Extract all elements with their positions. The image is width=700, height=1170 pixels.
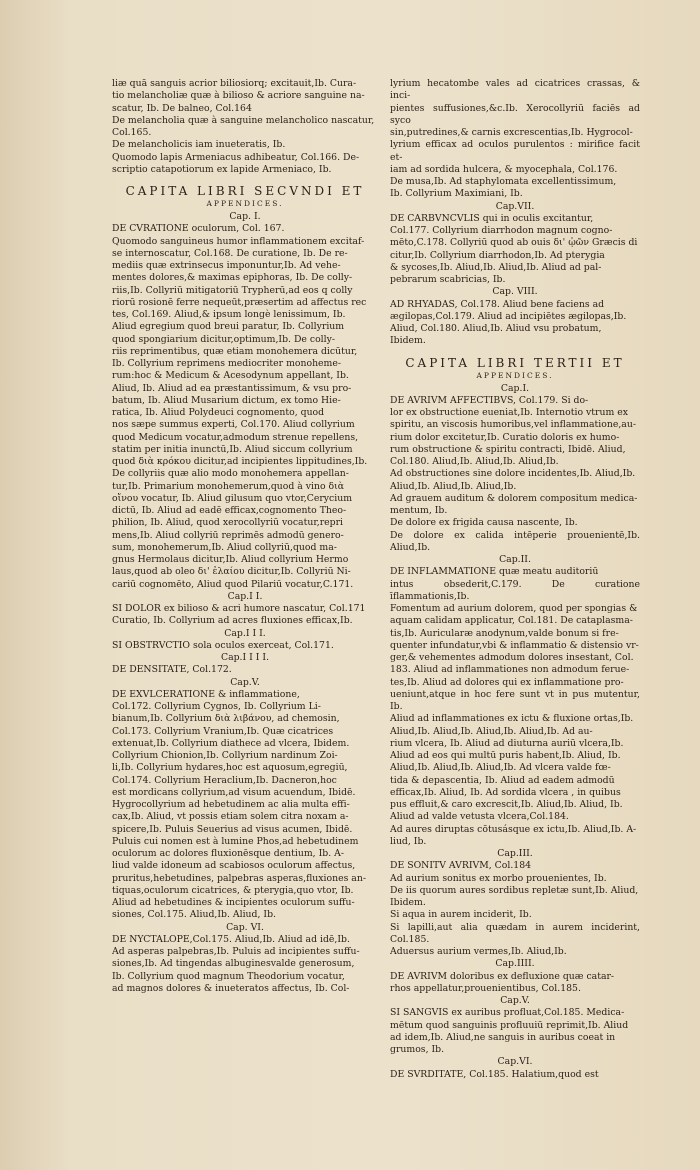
index-entry-line: Col.165. [112, 127, 152, 138]
index-entry-line: pientes suffusiones,&c.Ib. Xerocollyriū faciēs ad syco [390, 102, 640, 126]
index-entry-line: Curatio, Ib. Collyrium ad acres fluxiones efficax,Ib. [112, 615, 353, 627]
index-entry-line: siones, Col.175. Aliud,Ib. Aliud, Ib. [112, 909, 276, 921]
index-entry-line: ægilopas,Col.179. Aliud ad incipiētes ægilopas,Ib. [390, 310, 627, 322]
index-entry-line: Aliud, Col.180. Aliud,Ib. Aliud vsu probatum, [390, 323, 602, 334]
index-entry-line: batum, Ib. Aliud Musarium dictum, ex tomo Hie- [112, 394, 341, 406]
index-entry-line: Aliud ad eos qui multū puris habent,Ib. Aliud, Ib. [390, 750, 621, 761]
index-entry-line: Col.173. Collyrium Vranium,Ib. Quæ cicatrices [112, 725, 334, 737]
index-entry-line: pebrarum scabricias, Ib. [390, 274, 506, 285]
chapter-subheading: APPENDICES. [206, 199, 284, 208]
index-entry-line: statim per initia inunctū,Ib. Aliud siccum collyrium [112, 443, 353, 455]
index-entry-line: Aliud,Ib. Aliud,Ib. Aliud,Ib. Aliud,Ib. Ad au- [390, 725, 593, 737]
index-entry-line: Col.177. Collyrium diarrhodon magnum cogno- [390, 225, 613, 236]
chapter-number: Cap.I I I I. [220, 652, 270, 663]
index-entry-line: mens,Ib. Aliud collyriū reprimēs admodū genero- [112, 529, 344, 541]
index-entry-line: De iis quorum aures sordibus repletæ sunt,Ib. Aliud, [390, 884, 639, 896]
index-entry-line: DE EXVLCERATIONE & inflammatione, [112, 688, 300, 700]
chapter-number: Cap.IIII. [495, 958, 535, 970]
chapter-number: Cap.V. [230, 676, 260, 688]
index-entry-line: tes,Ib. Aliud ad dolores qui ex inflammatione pro- [390, 676, 624, 688]
chapter-number: Cap.VII. [495, 200, 535, 212]
index-entry-line: pruritus,hebetudines, palpebras asperas,fluxiones an- [112, 872, 366, 884]
index-entry-line: quod διὰ κρόκου dicitur,ad incipientes lippitudines,Ib. [112, 456, 368, 467]
index-entry-line: tur,Ib. Primarium monohemerum,quod à vino διὰ [112, 480, 345, 492]
index-entry-line: Ib. Collyrium quod magnum Theodorium vocatur, [112, 970, 345, 982]
index-entry-line: Quomodo sanguineus humor inflammationem excitaf- [112, 235, 365, 247]
index-entry-line: riis,Ib. Collyriū mitigatoriū Trypherū,ad eos q colly [112, 284, 353, 296]
index-entry-line: Puluis cui nomen est à lumine Phos,ad hebetudinem [112, 835, 359, 847]
index-entry-line: tida & depascentia, Ib. Aliud ad eadem admodū [390, 774, 615, 786]
index-entry-line: DE AVRIVM AFFECTIBVS, Col.179. Si do- [390, 394, 589, 406]
index-entry-line: οἴνου vocatur, Ib. Aliud gilusum quo vtor,Cerycium [112, 492, 353, 504]
index-entry-line: spiritu, an viscosis humoribus,vel inflammatione,au- [390, 419, 636, 431]
index-entry-line: Collyrium Chionion,Ib. Collyrium nardinum Zoi- [112, 750, 338, 761]
index-entry-line: Col.172. Collyrium Cygnos, Ib. Collyrium Li- [112, 701, 321, 712]
index-entry-line: Ibidem. [390, 335, 426, 347]
index-entry-line: quod Medicum vocatur,admodum strenue repellens, [112, 431, 359, 443]
index-entry-line: SI DOLOR ex bilioso & acri humore nascatur, Col.171 [112, 603, 366, 614]
index-entry-line: bianum,Ib. Collyrium διὰ λιβάνου, ad chemosin, [112, 713, 340, 725]
index-entry-line: De dolore ex calida intēperie prouenientē,Ib. Aliud,Ib. [390, 529, 640, 553]
index-entry-line: Aliud, Ib. Aliud ad ea præstantissimum, & vsu pro- [112, 382, 352, 394]
index-entry-line: riis reprimentibus, quæ etiam monohemera dicūtur, [112, 345, 358, 357]
index-entry-line: liæ quā sanguis acrior biliosiorq; excitauit,Ib. Cura- [112, 78, 357, 89]
index-entry-line: DE DENSITATE, Col.172. [112, 664, 232, 676]
index-entry-line: extenuat,Ib. Collyrium diathece ad vlcera, Ibidem. [112, 737, 350, 749]
index-entry-line: Ib. Collyrium reprimens mediocriter monoheme- [112, 358, 342, 369]
index-entry-line: Quomodo lapis Armeniacus adhibeatur, Col.166. De- [112, 151, 360, 163]
index-entry-line: & sycoses,Ib. Aliud,Ib. Aliud,Ib. Aliud ad pal- [390, 261, 602, 273]
index-entry-line: ratica, Ib. Aliud Polydeuci cognomento, quod [112, 407, 325, 418]
chapter-number: Cap.V. [500, 995, 530, 1006]
index-entry-line: Aliud egregium quod breui paratur, Ib. Collyrium [112, 321, 345, 333]
index-entry-line: Ibidem. [390, 897, 426, 908]
index-entry-line: intus obsederit,C.179. De curatione īflammationis,Ib. [390, 578, 640, 602]
index-entry-line: oculorum ac dolores fluxionēsque dentium, Ib. A- [112, 848, 344, 859]
index-entry-line: rum:hoc & Medicum & Acesodynum appellant, Ib. [112, 370, 349, 382]
index-entry-line: Aliud,Ib. Aliud,Ib. Aliud,Ib. Ad vlcera valde fœ- [390, 762, 611, 774]
index-entry-line: ueniunt,atque in hoc fere sunt vt in pus mutentur, Ib. [390, 688, 640, 712]
index-entry-line: Col.180. Aliud,Ib. Aliud,Ib. Aliud,Ib. [390, 456, 559, 467]
index-entry-line: De dolore ex frigida causa nascente, Ib. [390, 517, 578, 529]
index-entry-line: li,Ib. Collyrium hydares,hoc est aquosum,egregiū, [112, 762, 348, 774]
index-entry-line: Ad aurium sonitus ex morbo prouenientes, Ib. [390, 872, 607, 884]
index-entry-line: laus,quod ab oleo δι' ἐλαίου dicitur,Ib. Collyriū Ni- [112, 566, 351, 578]
index-entry-line: philion, Ib. Aliud, quod xerocollyriū vocatur,repri [112, 517, 344, 529]
index-entry-line: scatur, Ib. De balneo, Col.164 [112, 102, 252, 114]
chapter-subheading: APPENDICES. [476, 370, 554, 380]
index-entry-line: DE SONITV AVRIVM, Col.184 [390, 860, 532, 872]
index-entry-line: mētum quod sanguinis profluuiū reprimit,Ib. Aliud [390, 1019, 629, 1031]
index-entry-line: Si lapilli,aut alia quædam in aurem inciderint, Col.185. [390, 921, 640, 945]
chapter-heading: CAPITA LIBRI TERTII ET [405, 355, 625, 370]
index-entry-line: grumos, Ib. [390, 1044, 445, 1055]
index-entry-line: Aliud ad valde vetusta vlcera,Col.184. [390, 811, 569, 823]
index-entry-line: efficax,Ib. Aliud, Ib. Ad sordida vlcera , in quibus [390, 786, 621, 798]
index-entry-line: citur,Ib. Collyrium diarrhodon,Ib. Ad pterygia [390, 249, 605, 261]
chapter-number: Cap.VI. [497, 1056, 533, 1068]
index-entry-line: Col.174. Collyrium Heraclium,Ib. Dacneron,hoc [112, 774, 337, 786]
index-entry-line: DE SVRDITATE, Col.185. Halatium,quod est [390, 1068, 599, 1080]
index-entry-line: SI SANGVIS ex auribus profluat,Col.185. Medica- [390, 1007, 625, 1019]
chapter-number: Cap. VI. [226, 921, 264, 933]
index-entry-line: Si aqua in aurem inciderit, Ib. [390, 909, 532, 921]
index-entry-line: rum obstructione & spiritu contracti, Ibidē. Aliud, [390, 443, 626, 455]
index-entry-line: De melancholia quæ à sanguine melancholico nascatur, [112, 114, 375, 126]
index-entry-line: Ad grauem auditum & dolorem compositum medica- [390, 492, 638, 504]
index-entry-line: lyrium efficax ad oculos purulentos : mirifice facit et- [390, 139, 640, 163]
index-entry-line: aquam calidam applicatur, Col.181. De cataplasma- [390, 615, 633, 627]
index-entry-line: mentes dolores,& maximas epiphoras, Ib. De colly- [112, 272, 353, 284]
index-entry-line: De musa,Ib. Ad staphylomata excellentissimum, [390, 176, 617, 187]
index-entry-line: est mordicans collyrium,ad visum acuendum, Ibidē. [112, 786, 356, 798]
index-entry-line: ger,& vehementes admodum dolores insestant, Col. [390, 652, 634, 663]
index-entry-line: iam ad sordida hulcera, & myocephala, Col.176. [390, 163, 618, 175]
right-column [390, 78, 640, 1081]
index-entry-line: scriptio catapotiorum ex lapide Armeniaco, Ib. [112, 163, 332, 175]
index-entry-line: gnus Hermolaus dicitur,Ib. Aliud collyrium Hermo [112, 554, 349, 565]
index-entry-line: quod spongiarium dicitur,optimum,Ib. De colly- [112, 333, 336, 345]
index-entry-line: Hygrocollyrium ad hebetudinem ac alia multa effi- [112, 799, 350, 810]
index-entry-line: cariū cognomēto, Aliud quod Pilariū vocatur,C.171. [112, 578, 354, 590]
left-column [112, 78, 378, 995]
index-entry-line: Aliud,Ib. Aliud,Ib. Aliud,Ib. [390, 480, 517, 492]
index-entry-line: pus effluit,& caro excrescit,Ib. Aliud,Ib. Aliud, Ib. [390, 799, 623, 810]
index-entry-line: tis,Ib. Auricularæ anodynum,valde bonum si fre- [390, 627, 619, 639]
index-entry-line: Aliud ad hebetudines & incipientes oculorum suffu- [112, 897, 355, 908]
chapter-number: Cap.I. [500, 382, 530, 394]
index-entry-line: De collyriis quæ alio modo monohemera appellan- [112, 468, 349, 480]
chapter-number: Cap.III. [497, 848, 533, 859]
index-entry-line: se internoscatur, Col.168. De curatione, Ib. De re- [112, 247, 348, 259]
index-entry-line: liud, Ib. [390, 835, 427, 847]
index-entry-line: Ad asperas palpebras,Ib. Puluis ad incipientes suffu- [112, 946, 360, 957]
index-entry-line: DE INFLAMMATIONE quæ meatu auditoriū [390, 566, 599, 578]
index-entry-line: Ad aures diruptas cōtusásque ex ictu,Ib. Aliud,Ib. A- [390, 823, 637, 835]
chapter-number: Cap.I I I. [224, 627, 266, 639]
chapter-number: Cap.II. [499, 554, 531, 565]
chapter-number: Cap. VIII. [492, 286, 538, 298]
index-entry-line: DE CARBVNCVLIS qui in oculis excitantur, [390, 212, 594, 224]
index-entry-line: Ad obstructiones sine dolore incidentes,Ib. Aliud,Ib. [390, 468, 636, 480]
index-entry-line: tio melancholiæ quæ à bilioso & acriore sanguine na- [112, 90, 365, 102]
index-entry-line: rhos appellatur,prouenientibus, Col.185. [390, 982, 581, 994]
chapter-number: Cap.I I. [227, 590, 263, 602]
index-entry-line: SI OBSTRVCTIO sola oculos exerceat, Col.171. [112, 639, 334, 651]
index-entry-line: cax,Ib. Aliud, vt possis etiam solem citra noxam a- [112, 811, 349, 823]
index-entry-line: Aliud ad inflammationes ex ictu & fluxione ortas,Ib. [390, 713, 634, 725]
index-entry-line: DE NYCTALOPE,Col.175. Aliud,Ib. Aliud ad idē,Ib. [112, 933, 350, 945]
index-entry-line: nos sæpe summus experti, Col.170. Aliud collyrium [112, 419, 355, 431]
index-entry-line: Fomentum ad aurium dolorem, quod per spongias & [390, 603, 638, 614]
index-entry-line: AD RHYADAS, Col.178. Aliud bene faciens ad [390, 298, 605, 310]
index-entry-line: mentum, Ib. [390, 505, 448, 516]
index-entry-line: liud valde idoneum ad scabiosos oculorum affectus, [112, 860, 356, 872]
index-entry-line: De melancholicis iam inueteratis, Ib. [112, 139, 286, 151]
index-entry-line: mēto,C.178. Collyriū quod ab ouis δι' ᾠῶν Græcis di [390, 237, 638, 249]
index-entry-line: DE AVRIVM doloribus ex defluxione quæ catar- [390, 970, 615, 982]
index-entry-line: quenter infundatur,vbi & inflammatio & distensio vr- [390, 639, 639, 651]
index-entry-line: lyrium hecatombe vales ad cicatrices crassas, & inci- [390, 78, 640, 102]
index-entry-line: tes, Col.169. Aliud,& ipsum longè lenissimum, Ib. [112, 309, 346, 320]
index-entry-line: mediis quæ extrinsecus imponuntur,Ib. Ad vehe- [112, 260, 341, 271]
chapter-number: Cap. I. [229, 211, 261, 222]
index-entry-line: ad magnos dolores & inueteratos affectus, Ib. Col- [112, 982, 350, 994]
index-entry-line: sin,putredines,& carnis excrescentias,Ib. Hygrocol- [390, 127, 633, 138]
index-entry-line: Aduersus aurium vermes,Ib. Aliud,Ib. [390, 946, 567, 957]
index-entry-line: DE CVRATIONE oculorum, Col. 167. [112, 223, 285, 235]
index-entry-line: rium vlcera, Ib. Aliud ad diuturna auriū vlcera,Ib. [390, 737, 624, 749]
index-entry-line: sum, monohemerum,Ib. Aliud collyriū,quod ma- [112, 541, 337, 553]
index-entry-line: 183. Aliud ad inflammationes non admodum ferue- [390, 664, 630, 676]
index-entry-line: spicere,Ib. Puluis Seuerius ad visus acumen, Ibidē. [112, 823, 353, 835]
index-entry-line: lor ex obstructione eueniat,Ib. Internotio vtrum ex [390, 407, 628, 418]
index-entry-line: tiquas,oculorum cicatrices, & pterygia,quo vtor, Ib. [112, 884, 354, 896]
index-entry-line: Ib. Collyrium Maximiani, Ib. [390, 188, 523, 200]
chapter-heading: CAPITA LIBRI SECVNDI ET [125, 184, 365, 198]
index-entry-line: riorū rosionē ferre nequeūt,præsertim ad affectus rec [112, 296, 367, 308]
index-entry-line: dictū, Ib. Aliud ad eadē efficax,cognomento Theo- [112, 505, 347, 516]
index-entry-line: rium dolor excitetur,Ib. Curatio doloris ex humo- [390, 431, 620, 443]
index-entry-line: ad idem,Ib. Aliud,ne sanguis in auribus coeat in [390, 1031, 616, 1043]
index-entry-line: siones,Ib. Ad tingendas albuginesvalde generosum, [112, 958, 355, 970]
